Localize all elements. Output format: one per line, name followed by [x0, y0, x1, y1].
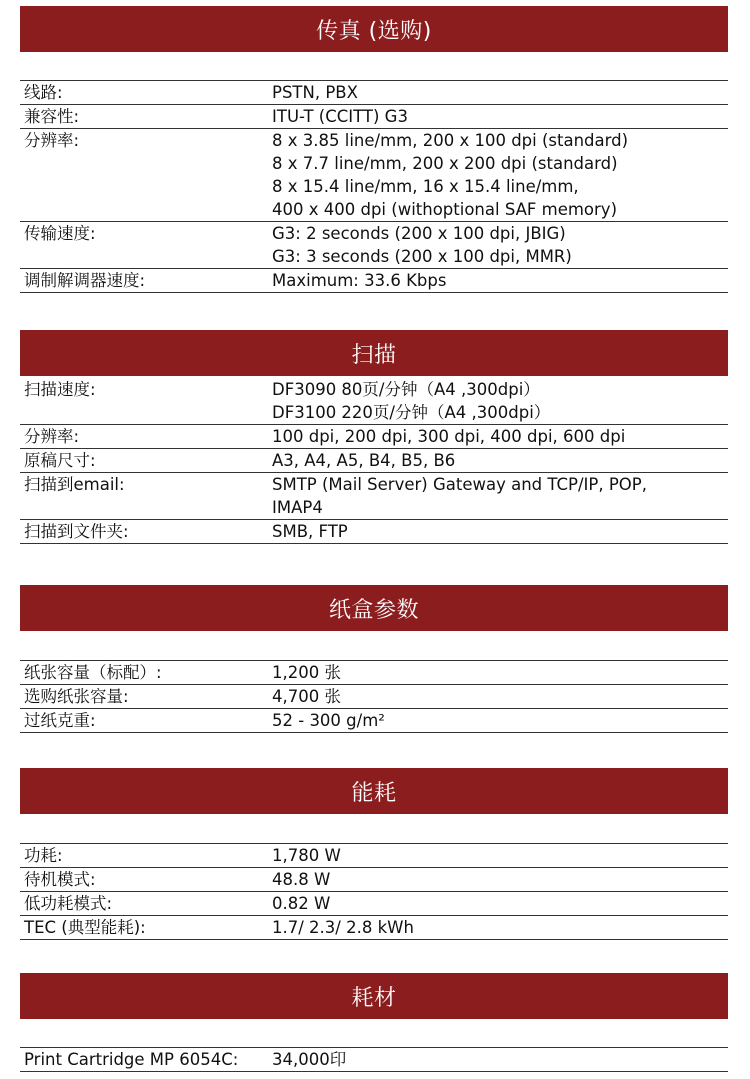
power-spec-table	[20, 843, 728, 940]
section-header-paper-tray	[20, 585, 728, 631]
row-label: 线路:	[24, 83, 63, 102]
row-label: 选购纸张容量:	[24, 687, 129, 706]
row-value: SMB, FTP	[272, 522, 348, 541]
row-value: 8 x 3.85 line/mm, 200 x 100 dpi (standard) 8 x 7.7 line/mm, 200 x 200 dpi (standard) 8 x 15.4 line/mm, 16 x 15.4 line/mm, 400 x 400 dpi (withoptional SAF memory)	[272, 131, 629, 219]
table-row	[20, 709, 728, 733]
row-value: 1,200 张	[272, 663, 341, 682]
row-value: A3, A4, A5, B4, B5, B6	[272, 451, 456, 470]
row-value: 52 - 300 g/m²	[272, 711, 385, 730]
row-value: G3: 2 seconds (200 x 100 dpi, JBIG) G3: 3 seconds (200 x 100 dpi, MMR)	[272, 224, 572, 266]
section-title: 纸盒参数	[328, 597, 419, 623]
table-row	[20, 892, 728, 916]
row-label: 分辨率:	[24, 131, 80, 150]
section-header-power	[20, 768, 728, 814]
row-label: 传输速度:	[24, 224, 96, 243]
row-label: 过纸克重:	[24, 711, 96, 730]
row-label: 扫描到email:	[24, 475, 125, 494]
section-header-scan	[20, 330, 728, 376]
row-label: 扫描到文件夹:	[24, 522, 129, 541]
table-row	[20, 129, 728, 222]
table-row	[20, 269, 728, 293]
row-label: 调制解调器速度:	[24, 271, 146, 290]
table-row	[20, 916, 728, 940]
row-label: 纸张容量（标配）:	[24, 663, 162, 682]
table-row	[20, 378, 728, 425]
row-label: 低功耗模式:	[24, 894, 113, 913]
row-value: ITU-T (CCITT) G3	[272, 107, 408, 126]
row-value: 1,780 W	[272, 846, 341, 865]
table-row	[20, 843, 728, 868]
fax-spec-table	[20, 80, 728, 293]
table-row	[20, 660, 728, 685]
section-title: 耗材	[351, 985, 397, 1011]
paper-tray-spec-table	[20, 660, 728, 733]
row-label: TEC (典型能耗):	[24, 918, 146, 937]
section-header-consumables	[20, 973, 728, 1019]
table-row	[20, 868, 728, 892]
row-label: 扫描速度:	[24, 380, 96, 399]
row-label: Print Cartridge MP 6054C:	[24, 1050, 239, 1069]
row-label: 功耗:	[24, 846, 63, 865]
row-label: 原稿尺寸:	[24, 451, 96, 470]
table-row	[20, 520, 728, 544]
table-row	[20, 449, 728, 473]
row-value: 4,700 张	[272, 687, 341, 706]
row-label: 待机模式:	[24, 870, 96, 889]
table-row	[20, 222, 728, 269]
table-row	[20, 105, 728, 129]
row-label: 兼容性:	[24, 107, 80, 126]
row-label: 分辨率:	[24, 427, 80, 446]
row-value: 34,000印	[272, 1050, 347, 1069]
consumables-spec-table	[20, 1047, 728, 1072]
row-value: 1.7/ 2.3/ 2.8 kWh	[272, 918, 414, 937]
table-row	[20, 473, 728, 520]
row-value: Maximum: 33.6 Kbps	[272, 271, 447, 290]
row-value: PSTN, PBX	[272, 83, 358, 102]
table-row	[20, 1047, 728, 1072]
row-value: 48.8 W	[272, 870, 331, 889]
row-value: 0.82 W	[272, 894, 331, 913]
section-title: 传真 (选购)	[316, 18, 432, 44]
row-value: DF3090 80页/分钟（A4 ,300dpi） DF3100 220页/分钟（A4 ,300dpi）	[272, 380, 551, 422]
row-value: 100 dpi, 200 dpi, 300 dpi, 400 dpi, 600 dpi	[272, 427, 626, 446]
table-row	[20, 685, 728, 709]
table-row	[20, 425, 728, 449]
table-row	[20, 80, 728, 105]
scan-spec-table	[20, 378, 728, 544]
section-title: 扫描	[351, 342, 397, 368]
section-header-fax	[20, 6, 728, 52]
row-value: SMTP (Mail Server) Gateway and TCP/IP, POP, IMAP4	[272, 475, 647, 517]
section-title: 能耗	[351, 780, 397, 806]
